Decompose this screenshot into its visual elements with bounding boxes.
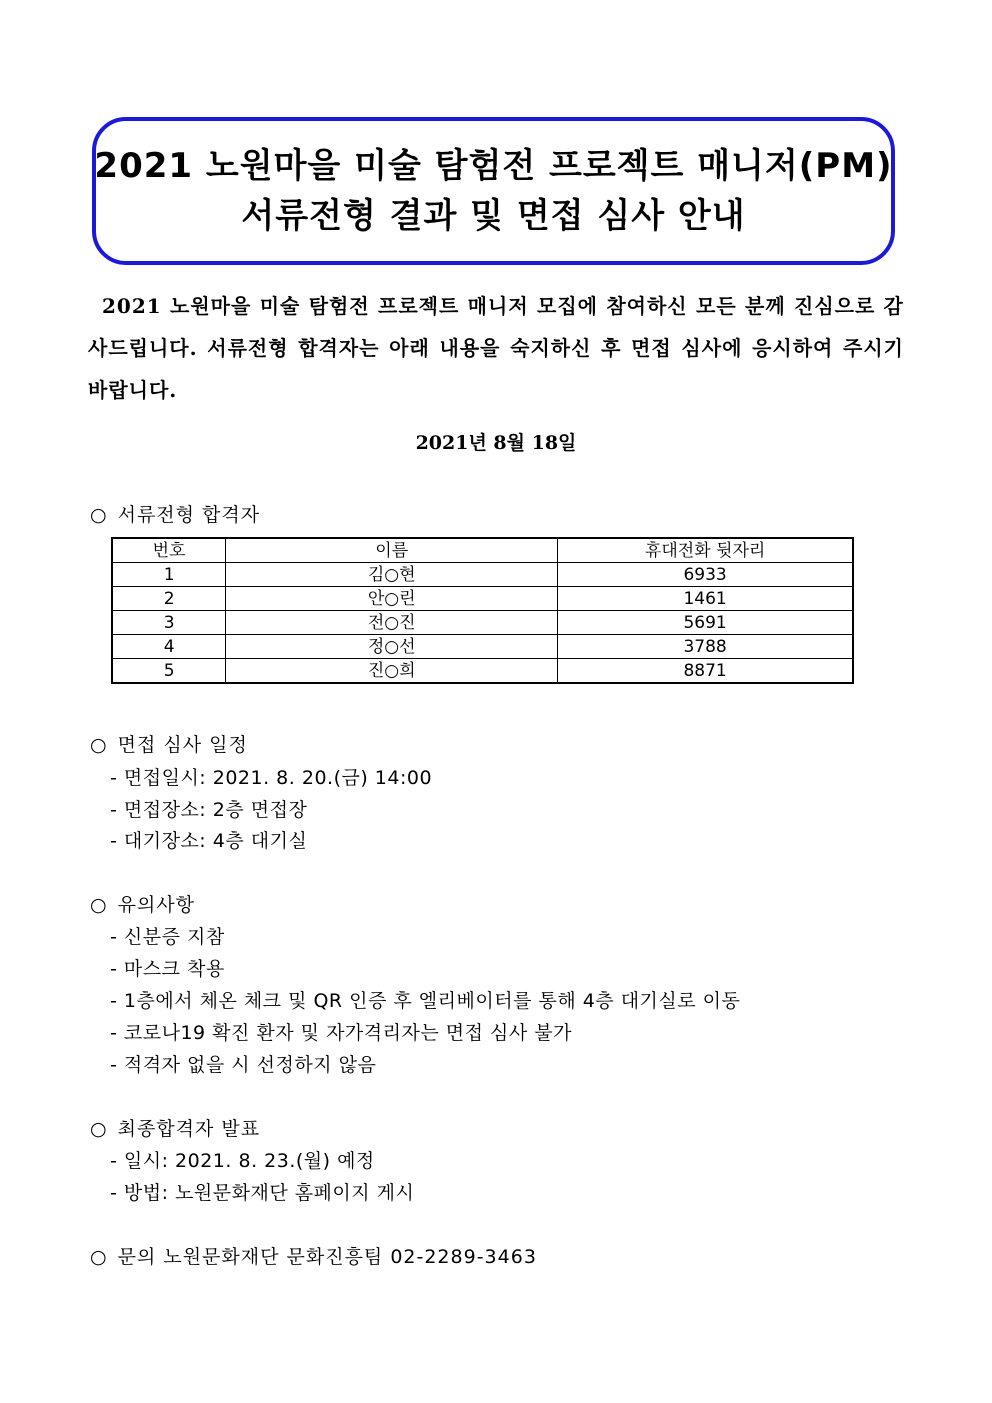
cell-phone: 5691 <box>558 611 853 635</box>
header-phone: 휴대전화 뒷자리 <box>558 538 853 563</box>
title-line-2: 서류전형 결과 및 면접 심사 안내 <box>241 196 746 236</box>
section-schedule-title: 면접 심사 일정 <box>117 734 248 756</box>
cell-phone: 8871 <box>558 659 853 684</box>
contact-line <box>90 1242 537 1269</box>
title-box <box>92 117 895 265</box>
passed-table <box>111 537 854 684</box>
cell-number: 3 <box>112 611 226 635</box>
section-passed-title: 서류전형 합격자 <box>117 504 261 526</box>
schedule-item: - 면접일시: 2021. 8. 20.(금) 14:00 <box>110 767 433 789</box>
contact-text: 문의 노원문화재단 문화진흥팀 02-2289-3463 <box>117 1246 537 1268</box>
bullet-circle-icon: ○ <box>90 734 108 756</box>
cell-phone: 1461 <box>558 587 853 611</box>
table-row <box>112 635 853 659</box>
final-item: - 일시: 2021. 8. 23.(월) 예정 <box>110 1150 375 1172</box>
bullet-circle-icon: ○ <box>90 1246 108 1268</box>
table-row <box>112 563 853 587</box>
cell-name: 정○선 <box>226 635 558 659</box>
note-item: - 마스크 착용 <box>110 958 225 980</box>
cell-name: 김○현 <box>226 563 558 587</box>
intro-paragraph: 2021 노원마을 미술 탐험전 프로젝트 매니저 모집에 참여하신 모든 분께 진심으로 감사드립니다. 서류전형 합격자는 아래 내용을 숙지하신 후 면접 심사에 응시하여 주시기 바랍니다. <box>88 294 904 402</box>
schedule-item: - 대기장소: 4층 대기실 <box>110 830 308 852</box>
bullet-circle-icon: ○ <box>90 504 108 526</box>
cell-number: 2 <box>112 587 226 611</box>
note-item: - 코로나19 확진 환자 및 자가격리자는 면접 심사 불가 <box>110 1022 572 1044</box>
cell-name: 전○진 <box>226 611 558 635</box>
schedule-item: - 면접장소: 2층 면접장 <box>110 799 308 821</box>
header-number: 번호 <box>112 538 226 563</box>
cell-name: 안○린 <box>226 587 558 611</box>
bullet-circle-icon: ○ <box>90 894 108 916</box>
bullet-circle-icon: ○ <box>90 1118 108 1140</box>
cell-number: 1 <box>112 563 226 587</box>
cell-number: 4 <box>112 635 226 659</box>
section-schedule-heading <box>90 730 248 757</box>
table-row <box>112 659 853 684</box>
note-item: - 적격자 없을 시 선정하지 않음 <box>110 1054 377 1076</box>
section-final-heading <box>90 1114 260 1141</box>
note-item: - 1층에서 체온 체크 및 QR 인증 후 엘리베이터를 통해 4층 대기실로 이동 <box>110 990 741 1012</box>
section-notes-title: 유의사항 <box>117 894 196 916</box>
section-final-title: 최종합격자 발표 <box>117 1118 261 1140</box>
cell-name: 진○희 <box>226 659 558 684</box>
notice-date: 2021년 8월 18일 <box>415 432 577 454</box>
header-name: 이름 <box>226 538 558 563</box>
cell-number: 5 <box>112 659 226 684</box>
section-passed-heading <box>90 500 260 527</box>
cell-phone: 6933 <box>558 563 853 587</box>
title-line-1: 2021 노원마을 미술 탐험전 프로젝트 매니저(PM) <box>94 146 893 186</box>
section-notes-heading <box>90 890 195 917</box>
final-item: - 방법: 노원문화재단 홈페이지 게시 <box>110 1182 415 1204</box>
table-row <box>112 587 853 611</box>
note-item: - 신분증 지참 <box>110 926 225 948</box>
table-row <box>112 611 853 635</box>
table-header-row <box>112 538 853 563</box>
cell-phone: 3788 <box>558 635 853 659</box>
